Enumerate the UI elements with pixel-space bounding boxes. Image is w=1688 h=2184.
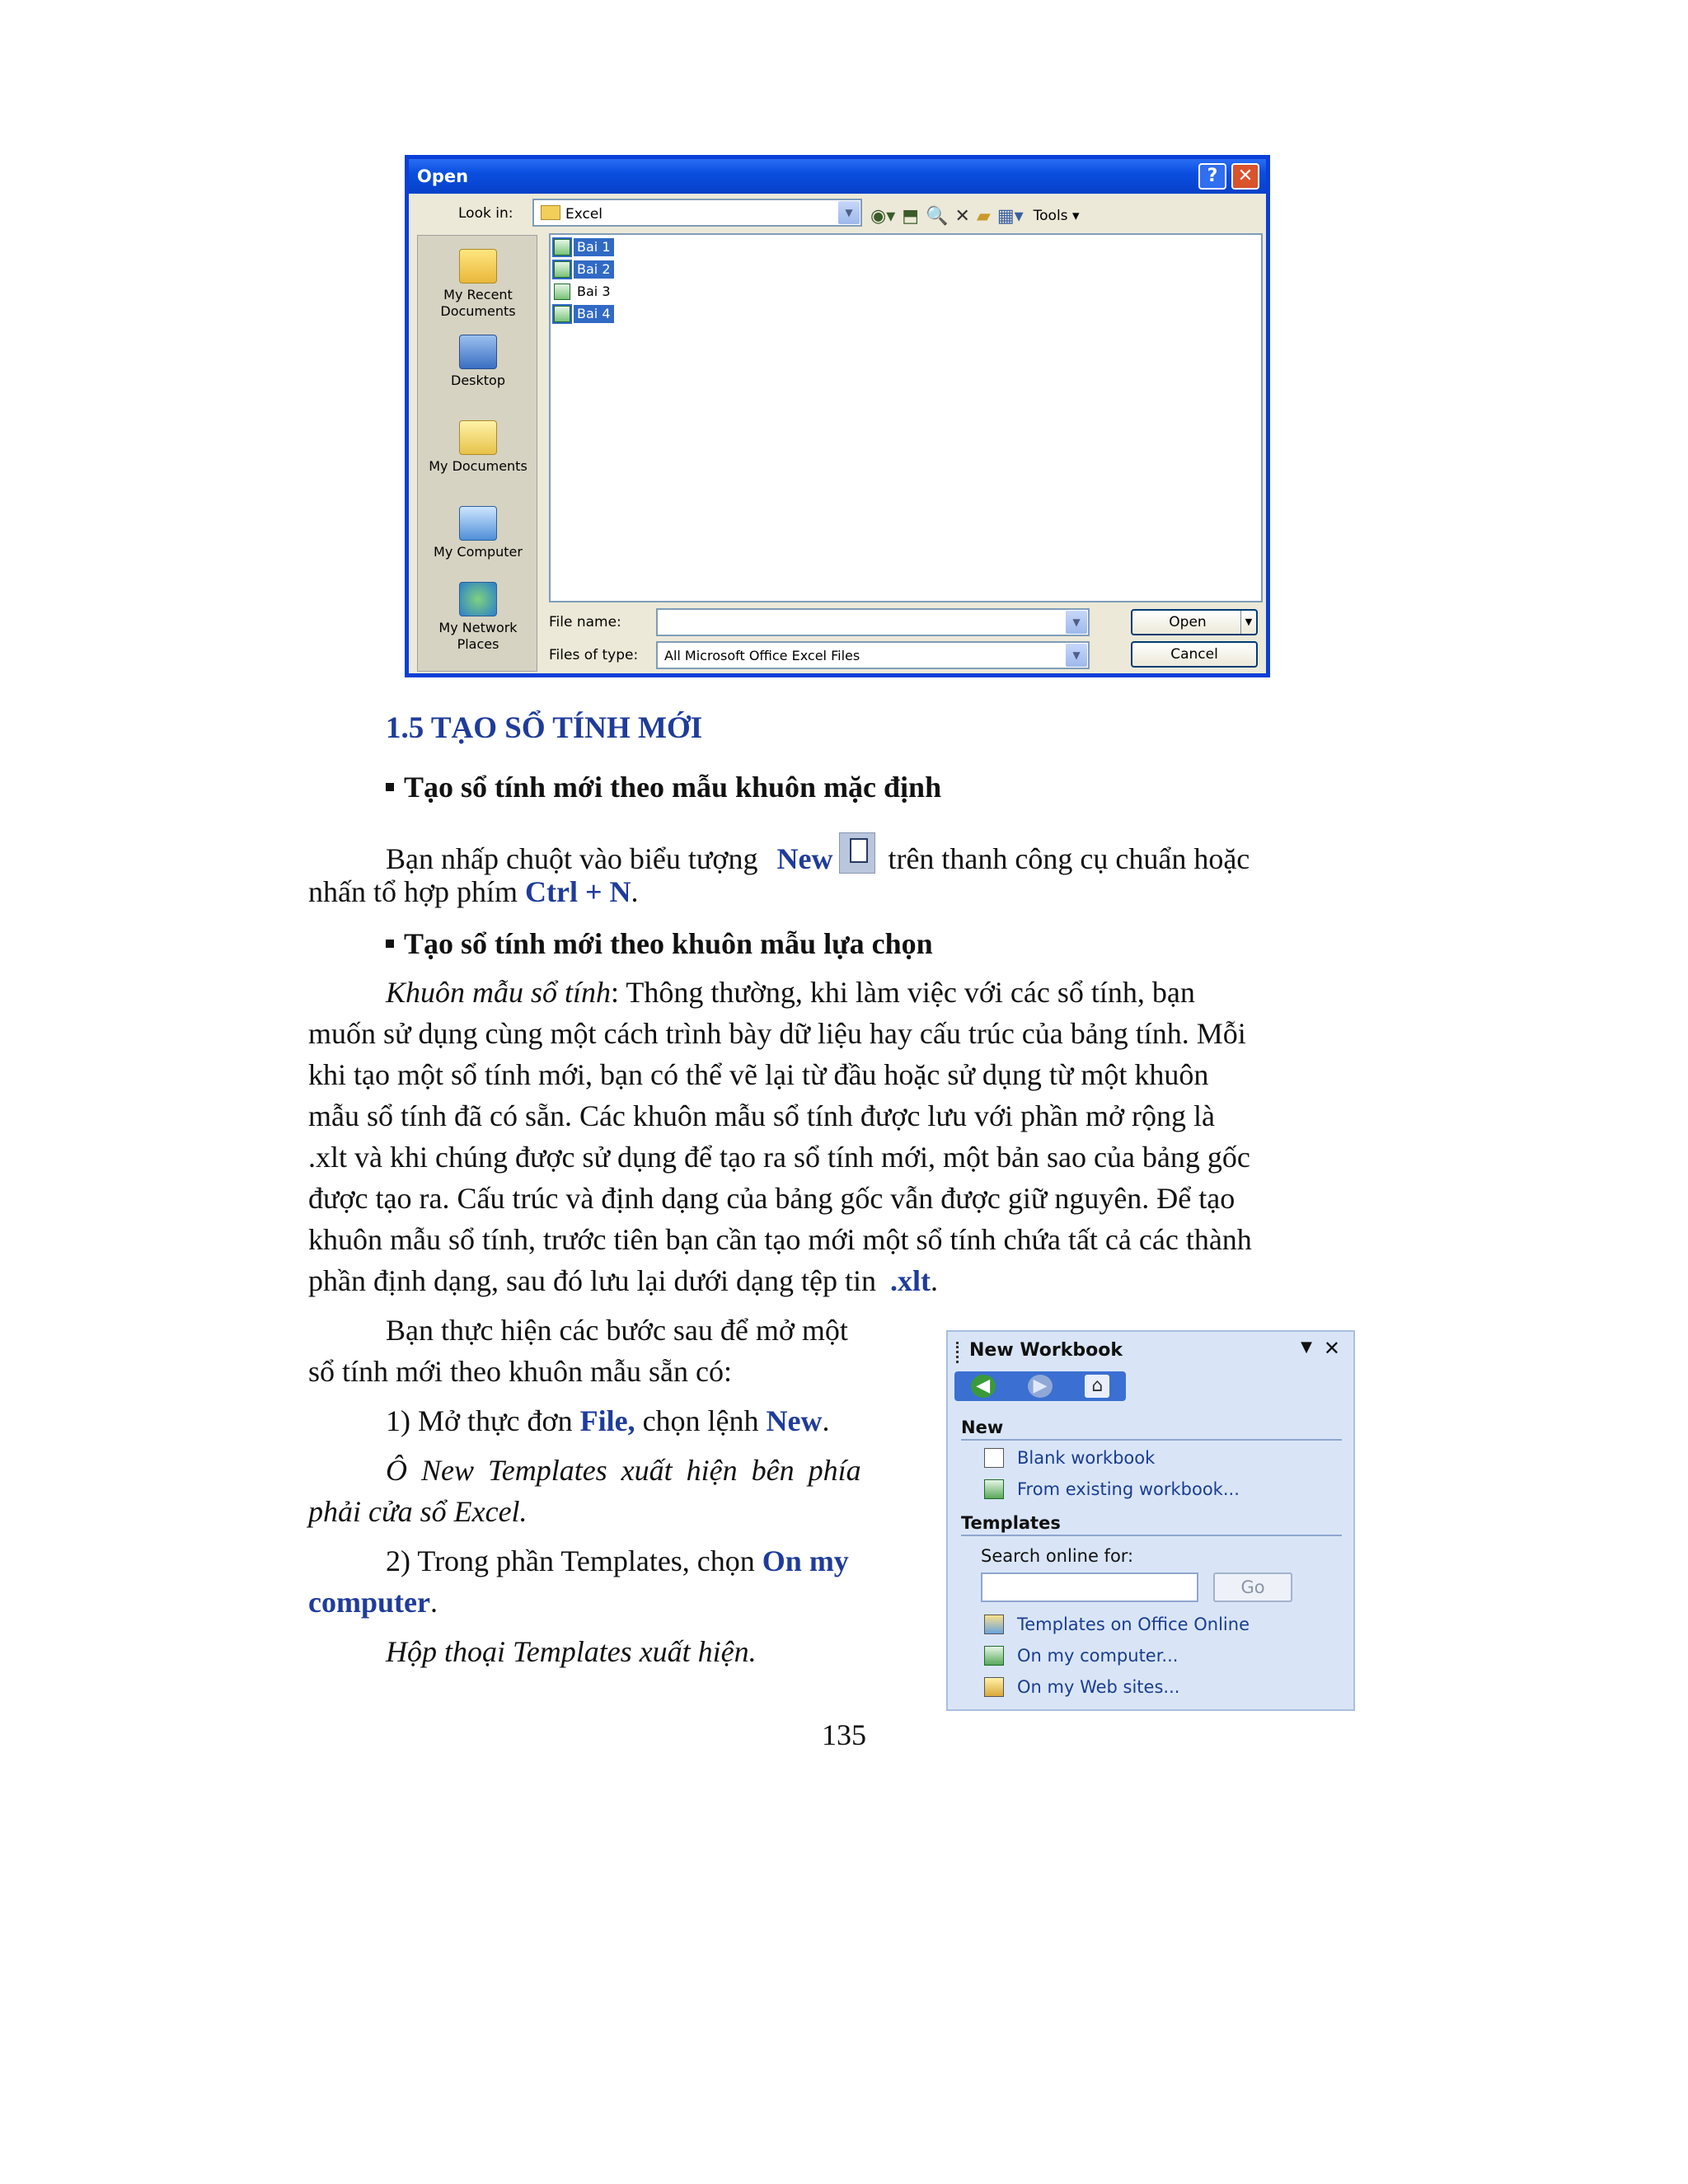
page-number: 135	[822, 1718, 866, 1751]
place-my-recent-documents[interactable]	[418, 249, 538, 320]
dialog-title: Open	[417, 166, 469, 186]
excel-file-icon	[554, 284, 570, 300]
cancel-button[interactable]: Cancel	[1131, 641, 1258, 668]
templates-on-office-online-link[interactable]	[984, 1612, 1250, 1637]
text: chọn lệnh	[642, 1404, 759, 1437]
task-pane-title: New Workbook	[969, 1340, 1123, 1361]
chevron-down-icon[interactable]: ▼	[1066, 611, 1087, 634]
paragraph-2-line-8	[308, 1263, 938, 1299]
task-pane-nav	[954, 1371, 1126, 1401]
excel-file-icon	[554, 306, 570, 322]
text: 2) Trong phần Templates, chọn	[386, 1544, 755, 1577]
my-computer-icon	[459, 506, 497, 541]
paragraph-3-line-1: Bạn thực hiện các bước sau để mở một	[386, 1314, 848, 1347]
text: phần định dạng, sau đó lưu lại dưới dạng tệp tin	[308, 1264, 876, 1297]
web-templates-icon	[984, 1615, 1004, 1634]
step-2-line-1	[386, 1543, 849, 1579]
shortcut-keyword: Ctrl + N	[525, 875, 631, 908]
on-my-web-sites-link[interactable]	[984, 1675, 1179, 1699]
look-in-value	[541, 205, 603, 223]
on-my-computer-keyword: On my	[762, 1544, 849, 1577]
dropdown-icon[interactable]: ▼	[1301, 1338, 1312, 1356]
dialog-titlebar	[409, 159, 1266, 194]
delete-icon[interactable]: ✕	[954, 205, 970, 227]
paragraph-2-line-3: khi tạo một sổ tính mới, bạn có thể vẽ lại từ đầu hoặc sử dụng từ một khuôn	[308, 1058, 1209, 1091]
my-documents-icon	[459, 420, 497, 455]
subheading-custom-template	[386, 926, 933, 961]
link-label: Blank workbook	[1017, 1448, 1156, 1468]
paragraph-1-line-1	[386, 832, 1250, 877]
go-button[interactable]: Go	[1213, 1572, 1292, 1602]
look-in-text: Excel	[565, 206, 603, 223]
place-my-network-places[interactable]	[418, 582, 538, 653]
file-name-input[interactable]	[656, 608, 1090, 636]
paragraph-2-line-7: khuôn mẫu sổ tính, trước tiên bạn cần tạo mới một sổ tính chứa tất cả các thành	[308, 1223, 1252, 1256]
file-item[interactable]	[554, 259, 614, 279]
forward-icon[interactable]: ▶	[1028, 1375, 1053, 1398]
text: trên thanh công cụ chuẩn hoặc	[888, 842, 1250, 875]
place-label: Documents	[440, 303, 516, 319]
place-desktop[interactable]	[418, 335, 538, 389]
paragraph-2-line-2: muốn sử dụng cùng một cách trình bày dữ liệu hay cấu trúc của bảng tính. Mỗi	[308, 1017, 1246, 1050]
file-item[interactable]	[554, 281, 614, 302]
text: .	[429, 1586, 438, 1619]
from-existing-workbook-link[interactable]	[984, 1477, 1240, 1502]
file-keyword: File,	[579, 1404, 635, 1437]
chevron-down-icon[interactable]: ▼	[838, 201, 860, 224]
chevron-down-icon[interactable]: ▼	[1066, 644, 1087, 667]
text: Bạn nhấp chuột vào biểu tượng	[386, 842, 758, 875]
link-label: Templates on Office Online	[1017, 1615, 1250, 1634]
note-1-line-2: phải cửa sổ Excel.	[308, 1495, 528, 1528]
text: 1) Mở thực đơn	[386, 1404, 573, 1437]
section-divider	[961, 1439, 1342, 1441]
file-list[interactable]	[549, 233, 1263, 602]
place-label: Places	[457, 636, 499, 652]
excel-template-icon	[984, 1646, 1004, 1666]
back-icon[interactable]: ◉▾	[870, 205, 896, 227]
grip-icon[interactable]	[956, 1342, 962, 1363]
note-1-line-1: Ô New Templates xuất hiện bên phía	[386, 1454, 861, 1487]
open-button[interactable]	[1131, 609, 1258, 635]
chevron-down-icon[interactable]: ▼	[1240, 611, 1256, 634]
paragraph-1-line-2	[308, 874, 639, 910]
file-item[interactable]	[554, 237, 614, 257]
places-bar	[417, 235, 537, 672]
bullet-square-icon	[386, 940, 394, 948]
paragraph-2-line-6: được tạo ra. Cấu trúc và định dạng của bảng gốc vẫn được giữ nguyên. Để tạo	[308, 1182, 1236, 1215]
files-of-type-label: Files of type:	[549, 647, 639, 663]
web-folder-icon	[984, 1677, 1004, 1697]
new-keyword: New	[766, 1404, 823, 1437]
open-dialog	[405, 155, 1270, 677]
link-label: On my computer...	[1017, 1646, 1179, 1666]
new-workbook-task-pane	[946, 1330, 1355, 1711]
excel-file-icon	[554, 261, 570, 278]
search-web-icon[interactable]: 🔍	[926, 205, 949, 227]
folder-icon	[541, 205, 560, 220]
views-icon[interactable]: ▦▾	[996, 205, 1024, 227]
link-label: From existing workbook...	[1017, 1479, 1240, 1499]
home-icon[interactable]: ⌂	[1085, 1375, 1109, 1398]
paragraph-2-line-5: .xlt và khi chúng được sử dụng để tạo ra sổ tính mới, một bản sao của bảng gốc	[308, 1141, 1250, 1174]
bullet-square-icon	[386, 783, 394, 791]
file-name-label: File name:	[549, 614, 621, 630]
text: .	[822, 1404, 830, 1437]
look-in-label: Look in:	[458, 205, 513, 222]
file-item[interactable]	[554, 303, 614, 324]
section-divider	[961, 1535, 1342, 1536]
files-of-type-value: All Microsoft Office Excel Files	[664, 648, 860, 663]
network-icon	[459, 582, 497, 616]
on-my-computer-keyword: computer	[308, 1586, 430, 1619]
new-document-icon	[839, 832, 875, 874]
place-my-computer[interactable]	[418, 506, 538, 560]
file-name: Bai 2	[574, 260, 614, 279]
look-in-dropdown[interactable]	[532, 199, 862, 227]
folder-icon	[459, 249, 497, 284]
text: .	[631, 875, 639, 908]
place-label: Desktop	[451, 373, 505, 388]
desktop-icon	[459, 335, 497, 369]
files-of-type-dropdown[interactable]	[656, 641, 1090, 669]
text: nhấn tổ hợp phím	[308, 875, 518, 908]
excel-workbook-icon	[984, 1479, 1004, 1499]
text: : Thông thường, khi làm việc với các sổ tính, bạn	[611, 976, 1195, 1009]
note-2: Hộp thoại Templates xuất hiện.	[386, 1635, 757, 1668]
subheading-text: Tạo sổ tính mới theo mẫu khuôn mặc định	[404, 771, 942, 804]
excel-file-icon	[554, 239, 570, 255]
file-name: Bai 1	[574, 238, 614, 256]
subheading-text: Tạo sổ tính mới theo khuôn mẫu lựa chọn	[404, 927, 933, 960]
place-label: My Network	[438, 620, 518, 635]
section-heading: 1.5 TẠO SỔ TÍNH MỚI	[386, 711, 703, 745]
place-label: My Documents	[429, 458, 528, 474]
help-button[interactable]: ?	[1198, 163, 1226, 190]
extension-keyword: .xlt	[889, 1264, 931, 1297]
new-section-heading: New	[961, 1418, 1004, 1437]
text: .	[930, 1264, 938, 1297]
file-name: Bai 3	[577, 283, 611, 299]
paragraph-2-line-4: mẫu sổ tính đã có sẵn. Các khuôn mẫu sổ tính được lưu với phần mở rộng là	[308, 1099, 1215, 1132]
step-2-line-2	[308, 1584, 438, 1620]
tools-menu[interactable]: Tools ▾	[1033, 208, 1080, 224]
paragraph-2-line-1	[386, 974, 1352, 1010]
term: Khuôn mẫu sổ tính	[386, 976, 612, 1009]
file-name: Bai 4	[574, 305, 614, 323]
tools-label: Tools	[1033, 208, 1068, 224]
place-label: My Recent	[443, 287, 513, 302]
dialog-toolbar	[870, 202, 1079, 230]
step-1	[386, 1403, 830, 1439]
new-keyword: New	[776, 842, 833, 875]
place-label: My Computer	[434, 544, 523, 560]
place-my-documents[interactable]	[418, 420, 538, 475]
close-icon[interactable]: ✕	[1323, 1337, 1340, 1360]
blank-workbook-link[interactable]	[984, 1446, 1155, 1470]
new-folder-icon[interactable]: ▰	[976, 205, 991, 227]
close-button[interactable]: ✕	[1231, 163, 1259, 190]
templates-section-heading: Templates	[961, 1513, 1061, 1533]
open-button-label: Open	[1169, 614, 1207, 630]
blank-document-icon	[984, 1448, 1004, 1468]
back-icon[interactable]: ◀	[971, 1375, 996, 1398]
search-online-input[interactable]	[981, 1572, 1198, 1602]
search-online-label: Search online for:	[981, 1546, 1134, 1566]
subheading-default-template	[386, 770, 941, 804]
up-folder-icon[interactable]: ⬒	[902, 205, 920, 227]
paragraph-3-line-2: sổ tính mới theo khuôn mẫu sẵn có:	[308, 1355, 732, 1388]
link-label: On my Web sites...	[1017, 1677, 1180, 1697]
on-my-computer-link[interactable]	[984, 1643, 1178, 1668]
